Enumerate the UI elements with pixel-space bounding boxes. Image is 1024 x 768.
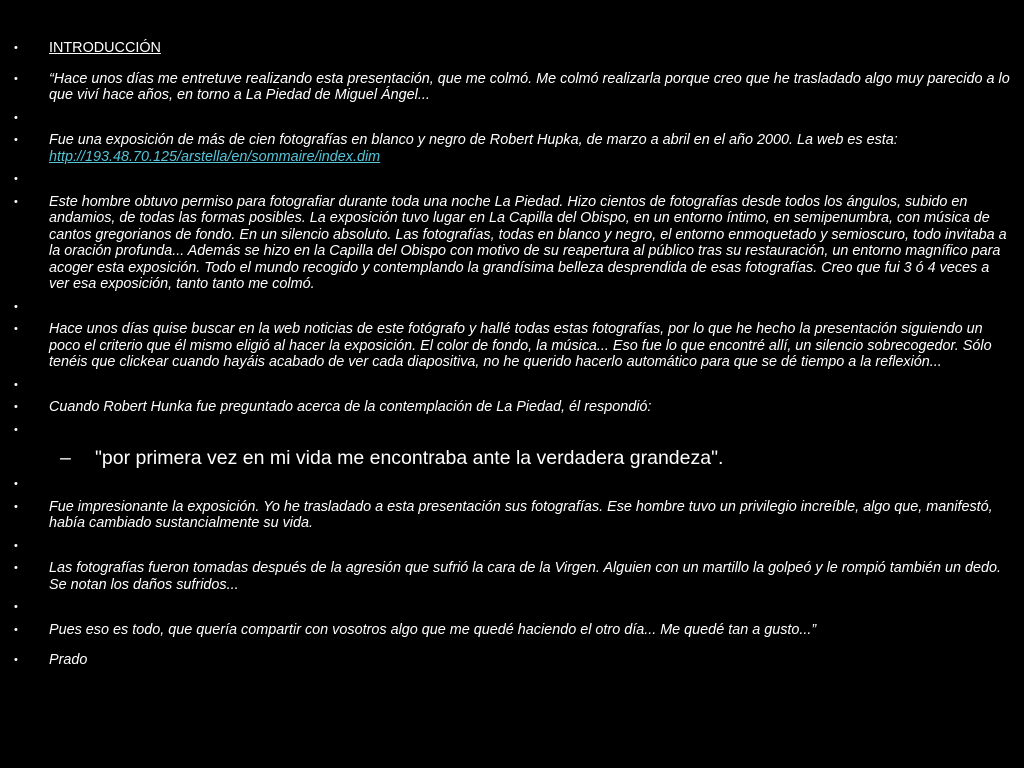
bullet-icon: • <box>14 654 18 666</box>
quote-text: "por primera vez en mi vida me encontraba ante la verdadera grandeza". <box>95 447 724 469</box>
bullet-icon: • <box>14 300 18 313</box>
list-item-signature <box>14 652 1010 669</box>
empty-list-item <box>14 110 1010 127</box>
empty-list-item <box>14 299 1010 316</box>
bullet-icon: • <box>14 500 18 513</box>
paragraph-text: “Hace unos días me entretuve realizando esta presentación, que me colmó. Me colmó realizarla porque creo que he trasladado algo muy parecido a lo que viví hace años, en torno a La Piedad de Miguel Ángel... <box>49 70 1010 103</box>
empty-list-item <box>14 377 1010 394</box>
bullet-icon: • <box>14 72 18 85</box>
dash-icon: – <box>60 447 71 469</box>
list-item <box>14 71 1010 104</box>
paragraph-text: Las fotografías fueron tomadas después de la agresión que sufrió la cara de la Virgen. Alguien con un martillo la golpeó y le rompió también un dedo. Se notan los daños sufridos... <box>49 560 1001 593</box>
bullet-icon: • <box>14 323 18 335</box>
paragraph-text: Cuando Robert Hunka fue preguntado acerca de la contemplación de La Piedad, él respondió: <box>49 399 652 415</box>
empty-list-item <box>14 422 1010 439</box>
bullet-icon: • <box>14 401 18 413</box>
bullet-icon: • <box>14 134 18 146</box>
paragraph-text: Hace unos días quise buscar en la web noticias de este fotógrafo y hallé todas estas fotografías, por lo que he hecho la presentación siguiendo un poco el criterio que él mismo eligió al hacer la exposición. El color de fondo, la música... Eso fue lo que encontré allí, un silencio sobrecogedor. Sólo tenéis que clickear cuando hayáis acabado de ver cada diapositiva, no he querido hacerlo automático para que se dé tiempo a la reflexión... <box>49 321 992 370</box>
bullet-icon: • <box>14 623 18 636</box>
paragraph-text: Fue impresionante la exposición. Yo he trasladado a esta presentación sus fotografías. Ese hombre tuvo un privilegio increíble, algo que, manifestó, había cambiado sustancialmente su vida. <box>49 498 993 531</box>
exhibition-web-link[interactable]: http://193.48.70.125/arstella/en/sommaire/index.dim <box>49 148 381 165</box>
bullet-icon: • <box>14 601 18 613</box>
list-item <box>14 499 1010 532</box>
bullet-icon: • <box>14 111 18 124</box>
paragraph-text: Pues eso es todo, que quería compartir con vosotros algo que me quedé haciendo el otro día... Me quedé tan a gusto...” <box>49 621 817 638</box>
list-item <box>14 622 1010 639</box>
bullet-icon: • <box>14 42 18 54</box>
list-item <box>14 321 1010 371</box>
section-heading: INTRODUCCIÓN <box>49 40 161 56</box>
empty-list-item <box>14 538 1010 555</box>
empty-list-item <box>14 476 1010 493</box>
list-item <box>14 560 1010 593</box>
empty-list-item <box>14 599 1010 616</box>
list-item <box>14 194 1010 293</box>
author-signature: Prado <box>49 652 88 668</box>
bullet-icon: • <box>14 173 18 185</box>
list-item <box>14 132 1010 165</box>
paragraph-text-lead: Fue una exposición de más de cien fotografías en blanco y negro de Robert Hupka, de marzo a abril en el año 2000. La web es esta: <box>49 132 898 148</box>
list-item-heading <box>14 40 1010 57</box>
bullet-icon: • <box>14 378 18 391</box>
bullet-list-continued <box>14 476 1010 669</box>
bullet-icon: • <box>14 562 18 574</box>
bullet-icon: • <box>14 423 18 436</box>
empty-list-item <box>14 171 1010 188</box>
bullet-list <box>14 40 1010 438</box>
list-item <box>14 399 1010 416</box>
bullet-icon: • <box>14 478 18 490</box>
bullet-icon: • <box>14 539 18 552</box>
paragraph-text <box>49 132 898 165</box>
bullet-icon: • <box>14 195 18 208</box>
paragraph-text: Este hombre obtuvo permiso para fotografiar durante toda una noche La Piedad. Hizo cientos de fotografías desde todos los ángulos, subido en andamios, de todas las formas posibles. La exposición tuvo lugar en La Capilla del Obispo, en un entorno íntimo, en semipenumbra, con música de cantos gregorianos de fondo. En un silencio absoluto. Las fotografías, todas en blanco y negro, el entorno enmoquetado y semioscuro, todo invitaba a la oración profunda... Además se hizo en la Capilla del Obispo con motivo de su reapertura al público tras su restauración, un entorno magnífico para acoger esta exposición. Todo el mundo recogido y contemplando la grandísima belleza desprendida de esas fotografías. Creo que fui 3 ó 4 veces a ver esa exposición, tanto tanto me colmó. <box>49 193 1007 292</box>
quote-sub-item <box>14 446 1010 470</box>
